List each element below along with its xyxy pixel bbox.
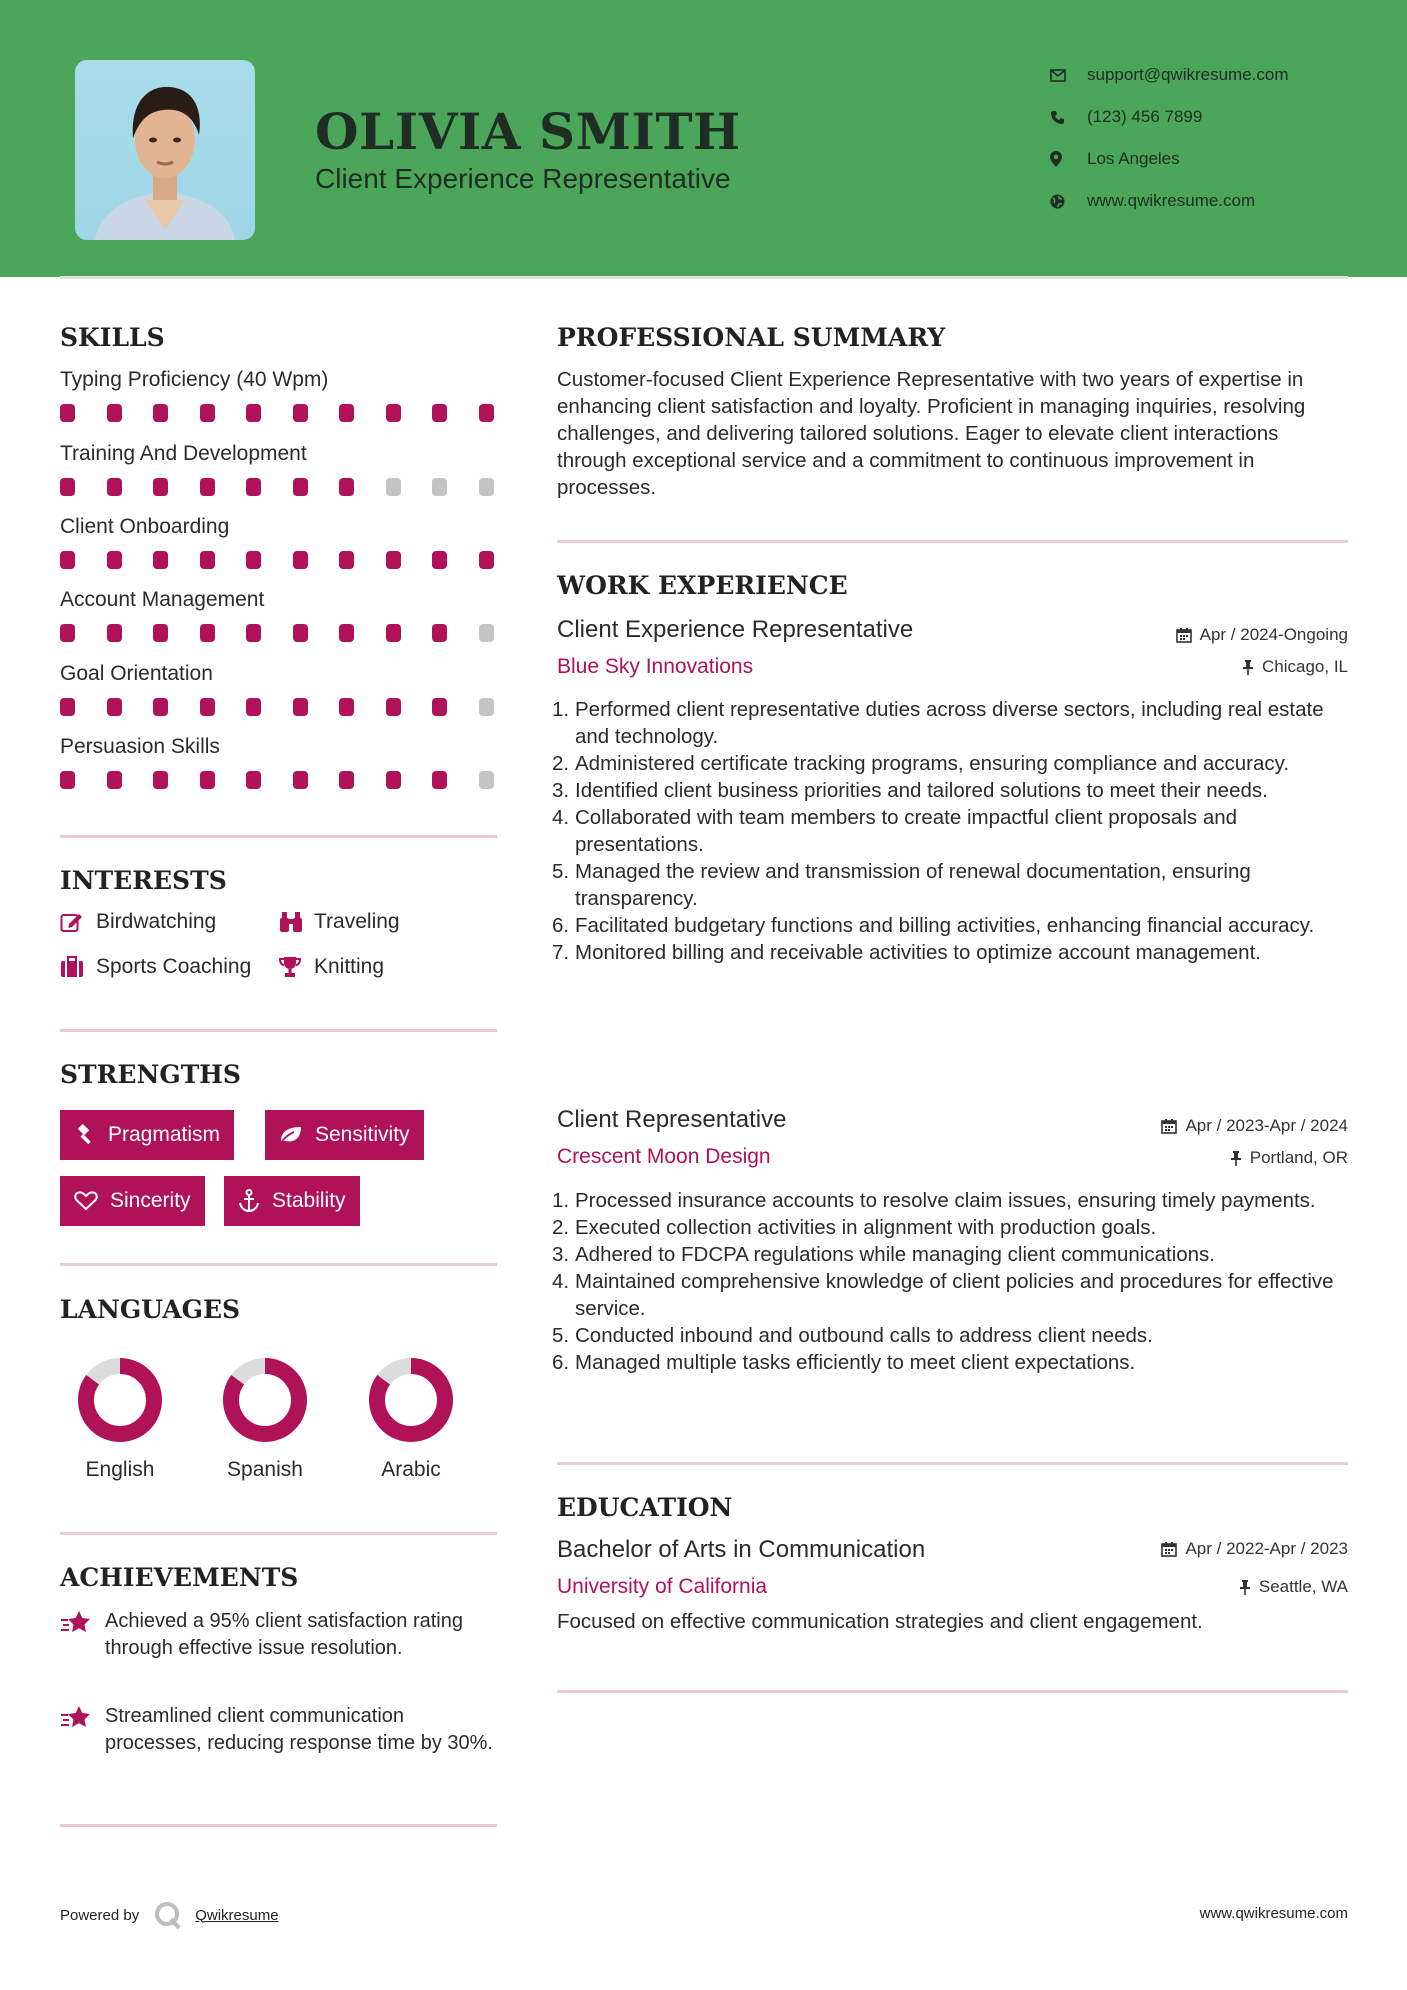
job-duties: [575, 1187, 1350, 1376]
skill-dot: [339, 771, 354, 789]
contact-location-text: Los Angeles: [1087, 149, 1180, 168]
company-name: Crescent Moon Design: [557, 1145, 771, 1168]
skill-dot: [153, 404, 168, 422]
skill-dot: [479, 624, 494, 642]
skill-dot: [339, 698, 354, 716]
language-item: [205, 1355, 325, 1482]
skill-dot: [107, 404, 122, 422]
language-label: Spanish: [227, 1458, 303, 1481]
education-location-text: Seattle, WA: [1258, 1577, 1348, 1596]
achievement-item: [60, 1608, 500, 1662]
gavel-icon: [74, 1124, 96, 1146]
skill-item: [60, 442, 500, 498]
skill-dot: [60, 478, 75, 496]
experience-heading: WORK EXPERIENCE: [557, 571, 848, 600]
skill-rating: [60, 551, 500, 571]
language-donut: [60, 1355, 180, 1445]
skill-item: [60, 588, 500, 644]
degree-title: Bachelor of Arts in Communication: [557, 1536, 926, 1563]
duty-item: Administered certificate tracking programs, ensuring compliance and accuracy.: [575, 752, 1290, 775]
skill-dot: [293, 551, 308, 569]
section-divider: [557, 1690, 1348, 1693]
skill-dot: [60, 698, 75, 716]
skill-rating: [60, 698, 500, 718]
duty-item: Maintained comprehensive knowledge of client policies and procedures for effective service.: [575, 1270, 1334, 1320]
interest-label: Sports Coaching: [96, 955, 252, 978]
skill-dot: [60, 624, 75, 642]
skill-dot: [246, 624, 261, 642]
skill-rating: [60, 404, 500, 424]
skill-dot: [339, 478, 354, 496]
skills-heading: SKILLS: [60, 323, 165, 352]
job-dates: [1161, 1116, 1348, 1136]
skill-dot: [432, 698, 447, 716]
interest-item: [60, 910, 216, 934]
skill-dot: [107, 624, 122, 642]
language-item: [351, 1355, 471, 1482]
interest-item: [278, 910, 400, 934]
pin-icon: [1230, 1150, 1242, 1166]
skill-item: [60, 368, 500, 424]
skill-dot: [386, 698, 401, 716]
skill-rating: [60, 624, 500, 644]
skill-dot: [200, 551, 215, 569]
skill-name: Training And Development: [60, 442, 307, 465]
education-location: [1239, 1577, 1348, 1597]
qwikresume-link[interactable]: Qwikresume: [195, 1906, 279, 1924]
contact-website-text: www.qwikresume.com: [1087, 191, 1256, 210]
strength-label: Stability: [272, 1189, 346, 1212]
contact-location: [1050, 138, 1289, 180]
skill-dot: [293, 404, 308, 422]
interest-label: Traveling: [314, 910, 400, 933]
skill-dot: [153, 478, 168, 496]
duty-item: Processed insurance accounts to resolve claim issues, ensuring timely payments.: [575, 1189, 1316, 1212]
pin-icon: [1239, 1579, 1251, 1595]
calendar-icon: [1161, 1541, 1177, 1557]
edit-icon: [60, 911, 96, 933]
candidate-title: Client Experience Representative: [315, 163, 731, 194]
skill-dot: [386, 624, 401, 642]
duty-item: Executed collection activities in alignment with production goals.: [575, 1216, 1157, 1239]
heart-icon: [74, 1191, 98, 1211]
skill-dot: [339, 551, 354, 569]
strength-tag: [265, 1110, 424, 1160]
education-description: Focused on effective communication strategies and client engagement.: [557, 1610, 1203, 1633]
skill-dot: [60, 551, 75, 569]
footer-powered-by: [60, 1900, 279, 1930]
contact-email-text: support@qwikresume.com: [1087, 65, 1289, 84]
calendar-icon: [1176, 627, 1192, 643]
section-divider: [60, 1263, 497, 1266]
job-dates: [1176, 625, 1348, 645]
education-dates-text: Apr / 2022-Apr / 2023: [1185, 1539, 1348, 1558]
interest-item: [278, 955, 384, 979]
skill-dot: [246, 478, 261, 496]
skill-name: Typing Proficiency (40 Wpm): [60, 368, 329, 391]
skill-dot: [246, 404, 261, 422]
skill-name: Goal Orientation: [60, 662, 213, 685]
section-divider: [60, 1532, 497, 1535]
interests-heading: INTERESTS: [60, 866, 227, 895]
duty-item: Conducted inbound and outbound calls to address client needs.: [575, 1324, 1153, 1347]
skill-dot: [107, 698, 122, 716]
skill-dot: [153, 771, 168, 789]
duty-item: Facilitated budgetary functions and billing activities, enhancing financial accuracy.: [575, 914, 1315, 937]
interest-item: [60, 955, 251, 979]
skill-dot: [153, 698, 168, 716]
skill-dot: [107, 478, 122, 496]
skill-dot: [60, 771, 75, 789]
strength-tag: [60, 1176, 205, 1226]
skill-dot: [479, 698, 494, 716]
skill-item: [60, 735, 500, 791]
skill-dot: [479, 478, 494, 496]
anchor-icon: [238, 1189, 260, 1213]
skill-dot: [386, 771, 401, 789]
skill-dot: [293, 698, 308, 716]
strength-label: Sincerity: [110, 1189, 191, 1212]
briefcase-icon: [60, 956, 96, 978]
duty-item: Managed multiple tasks efficiently to meet client expectations.: [575, 1351, 1136, 1374]
skill-dot: [479, 551, 494, 569]
skill-dot: [479, 404, 494, 422]
contact-phone[interactable]: [1050, 96, 1289, 138]
map-marker-icon: [1050, 151, 1087, 167]
duty-item: Adhered to FDCPA regulations while managing client communications.: [575, 1243, 1216, 1266]
skill-dot: [246, 771, 261, 789]
achievement-text: Achieved a 95% client satisfaction rating through effective issue resolution.: [105, 1610, 463, 1659]
achievement-item: [60, 1703, 500, 1757]
skill-name: Client Onboarding: [60, 515, 230, 538]
skill-dot: [339, 624, 354, 642]
achievement-text: Streamlined client communication processes, reducing response time by 30%.: [105, 1705, 493, 1754]
leaf-icon: [279, 1125, 303, 1145]
envelope-icon: [1050, 69, 1087, 82]
duty-item: Monitored billing and receivable activities to optimize account management.: [575, 941, 1261, 964]
language-label: Arabic: [381, 1458, 441, 1481]
language-item: [60, 1355, 180, 1482]
phone-icon: [1050, 110, 1087, 125]
skill-dot: [339, 404, 354, 422]
job-title: Client Representative: [557, 1106, 787, 1133]
skill-dot: [479, 771, 494, 789]
job-location: [1242, 657, 1348, 677]
school-name: University of California: [557, 1575, 768, 1598]
star-icon: [60, 1608, 105, 1662]
star-icon: [60, 1703, 105, 1757]
skill-dot: [293, 478, 308, 496]
skill-dot: [432, 478, 447, 496]
job-dates-text: Apr / 2024-Ongoing: [1199, 625, 1348, 644]
strength-tag: [224, 1176, 360, 1226]
job-location-text: Portland, OR: [1249, 1148, 1348, 1167]
strengths-heading: STRENGTHS: [60, 1060, 241, 1089]
profile-photo: [75, 60, 255, 240]
summary-heading: PROFESSIONAL SUMMARY: [557, 323, 946, 352]
skill-dot: [386, 478, 401, 496]
job-location-text: Chicago, IL: [1262, 657, 1348, 676]
footer-website[interactable]: www.qwikresume.com: [1199, 1905, 1348, 1922]
education-heading: EDUCATION: [557, 1493, 733, 1522]
skill-dot: [246, 551, 261, 569]
duty-item: Collaborated with team members to create impactful client proposals and presentations.: [575, 806, 1238, 856]
skill-dot: [432, 551, 447, 569]
skill-dot: [153, 551, 168, 569]
contact-email[interactable]: [1050, 54, 1289, 96]
skill-dot: [200, 478, 215, 496]
globe-icon: [1050, 194, 1087, 209]
language-donut: [205, 1355, 325, 1445]
strength-label: Pragmatism: [108, 1123, 221, 1146]
skill-dot: [386, 404, 401, 422]
company-name: Blue Sky Innovations: [557, 655, 754, 678]
skill-dot: [200, 624, 215, 642]
skill-dot: [107, 551, 122, 569]
powered-by-text: Powered by: [60, 1906, 140, 1924]
skill-name: Account Management: [60, 588, 265, 611]
section-divider: [557, 1462, 1348, 1465]
job-title: Client Experience Representative: [557, 616, 914, 643]
skill-item: [60, 662, 500, 718]
education-dates: [1161, 1539, 1348, 1559]
language-label: English: [85, 1458, 155, 1481]
skill-rating: [60, 478, 500, 498]
duty-item: Managed the review and transmission of renewal documentation, ensuring transparency.: [575, 860, 1251, 910]
skill-dot: [432, 404, 447, 422]
summary-text: Customer-focused Client Experience Representative with two years of expertise in enhancing client satisfaction and loyalty. Proficient in managing inquiries, resolving challenges, and delivering tailored solutions. Eager to elevate client interactions through exceptional service and a commitment to continuous improvement in processes.: [557, 368, 1306, 499]
skill-dot: [153, 624, 168, 642]
contact-website[interactable]: [1050, 180, 1289, 222]
job-dates-text: Apr / 2023-Apr / 2024: [1185, 1116, 1348, 1135]
header-divider: [60, 276, 1348, 279]
strength-label: Sensitivity: [315, 1123, 410, 1146]
achievements-heading: ACHIEVEMENTS: [60, 1563, 299, 1592]
section-divider: [60, 1029, 497, 1032]
language-donut: [351, 1355, 471, 1445]
trophy-icon: [278, 956, 314, 978]
interest-label: Birdwatching: [96, 910, 217, 933]
skill-item: [60, 515, 500, 571]
skill-name: Persuasion Skills: [60, 735, 220, 758]
skill-dot: [386, 551, 401, 569]
skill-dot: [293, 771, 308, 789]
skill-dot: [432, 771, 447, 789]
duty-item: Performed client representative duties across diverse sectors, including real estate and technology.: [575, 698, 1324, 748]
contact-list: [1050, 54, 1289, 222]
calendar-icon: [1161, 1118, 1177, 1134]
skill-dot: [200, 698, 215, 716]
skill-dot: [60, 404, 75, 422]
skill-dot: [246, 698, 261, 716]
skill-dot: [107, 771, 122, 789]
skill-rating: [60, 771, 500, 791]
resume-header: [0, 0, 1407, 277]
strength-tag: [60, 1110, 234, 1160]
duty-item: Identified client business priorities and tailored solutions to meet their needs.: [575, 779, 1268, 802]
skill-dot: [200, 404, 215, 422]
candidate-name: OLIVIA SMITH: [315, 102, 741, 161]
job-duties: [575, 696, 1350, 966]
interest-label: Knitting: [314, 955, 385, 978]
contact-phone-text: (123) 456 7899: [1087, 107, 1203, 126]
skill-dot: [293, 624, 308, 642]
skill-dot: [432, 624, 447, 642]
job-location: [1230, 1148, 1348, 1168]
section-divider: [60, 835, 497, 838]
pin-icon: [1242, 659, 1254, 675]
skill-dot: [200, 771, 215, 789]
qwikresume-logo-icon: [153, 1900, 183, 1930]
languages-heading: LANGUAGES: [60, 1295, 241, 1324]
section-divider: [60, 1824, 497, 1827]
binoculars-icon: [278, 911, 314, 933]
section-divider: [557, 540, 1348, 543]
